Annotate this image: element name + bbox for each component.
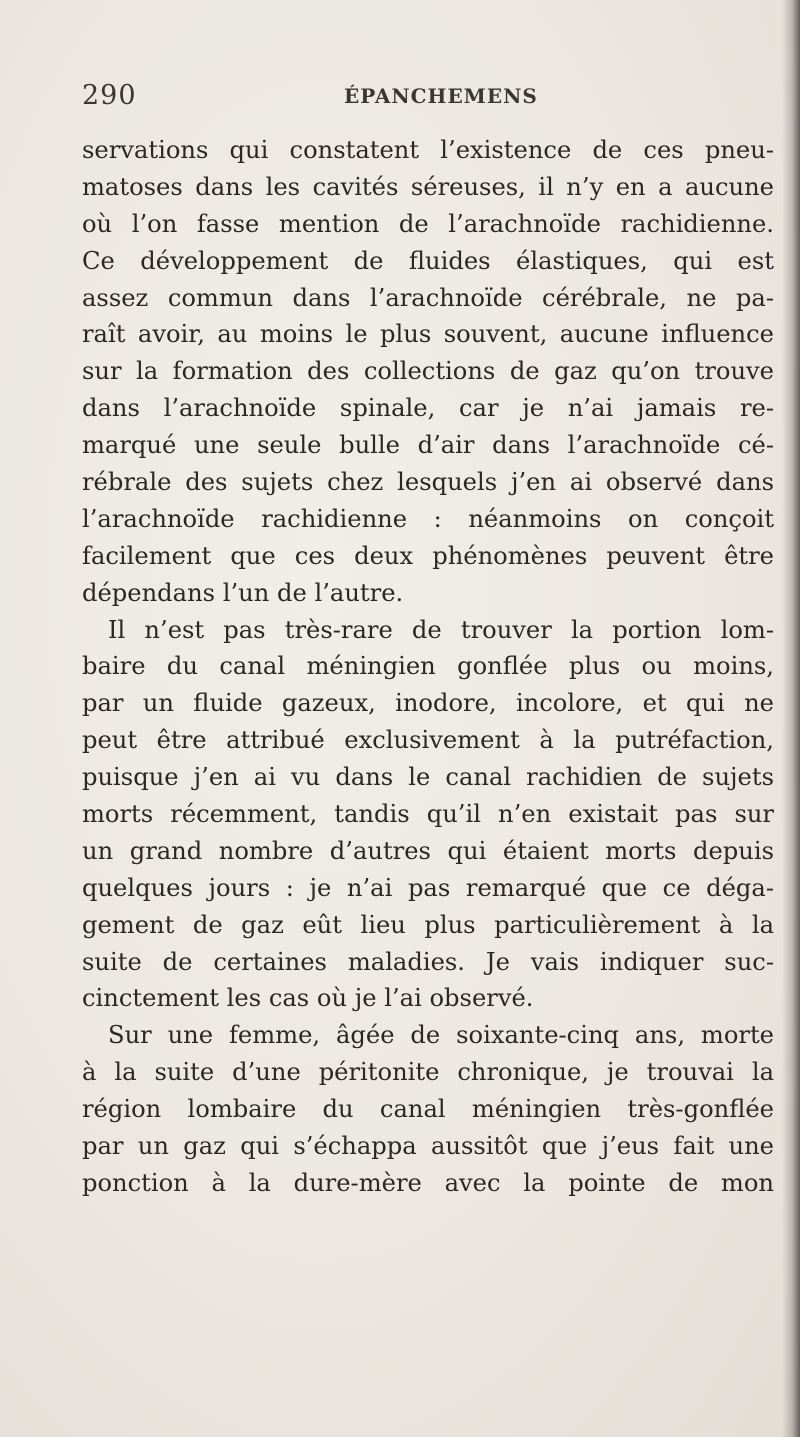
running-head [82, 80, 722, 116]
page-edge-shadow [782, 0, 800, 1437]
text-line: servations qui constatent l’existence de ces pneu- [82, 136, 774, 164]
text-line: par un fluide gazeux, inodore, incolore, et qui ne [82, 689, 774, 718]
text-line: Ce développement de fluides élastiques, qui est [82, 246, 774, 275]
body-text [82, 132, 774, 1202]
text-line: peut être attribué exclusivement à la putréfaction, [82, 726, 774, 755]
text-line: région lombaire du canal méningien très-gonflée [82, 1095, 774, 1124]
paragraph-start-line: Il n’est pas très-rare de trouver la portion lom- [108, 615, 774, 644]
text-line: facilement que ces deux phénomènes peuvent être [82, 541, 774, 570]
paragraph-start-line: Sur une femme, âgée de soixante-cinq ans, morte [108, 1021, 774, 1050]
text-line: cinctement les cas où je l’ai observé. [82, 984, 534, 1013]
text-line: sur la formation des collections de gaz qu’on trouve [82, 357, 774, 386]
text-line: gement de gaz eût lieu plus particulièrement à la [82, 910, 774, 939]
text-line: par un gaz qui s’échappa aussitôt que j’eus fait une [82, 1132, 774, 1161]
text-line: à la suite d’une péritonite chronique, je trouvai la [82, 1058, 774, 1087]
text-line: où l’on fasse mention de l’arachnoïde rachidienne. [82, 209, 774, 238]
text-line: baire du canal méningien gonflée plus ou moins, [82, 652, 774, 681]
text-line: quelques jours : je n’ai pas remarqué que ce déga- [82, 873, 774, 902]
text-line: suite de certaines maladies. Je vais indiquer suc- [82, 947, 774, 976]
running-title: ÉPANCHEMENS [344, 84, 538, 108]
text-line: puisque j’en ai vu dans le canal rachidien de sujets [82, 763, 774, 792]
text-line: rébrale des sujets chez lesquels j’en ai observé dans [82, 468, 774, 497]
page-number: 290 [82, 80, 137, 111]
text-line: ponction à la dure-mère avec la pointe de mon [82, 1168, 774, 1197]
text-line: matoses dans les cavités séreuses, il n’y en a aucune [82, 172, 774, 201]
text-line: un grand nombre d’autres qui étaient morts depuis [82, 836, 774, 865]
text-line: l’arachnoïde rachidienne : néanmoins on conçoit [82, 504, 774, 533]
text-line: assez commun dans l’arachnoïde cérébrale, ne pa- [82, 283, 774, 312]
text-line: dans l’arachnoïde spinale, car je n’ai jamais re- [82, 394, 774, 423]
text-line: dépendans l’un de l’autre. [82, 578, 404, 607]
text-line: raît avoir, au moins le plus souvent, aucune influence [82, 320, 774, 349]
text-line: marqué une seule bulle d’air dans l’arachnoïde cé- [82, 431, 774, 460]
text-line: morts récemment, tandis qu’il n’en existait pas sur [82, 800, 774, 829]
